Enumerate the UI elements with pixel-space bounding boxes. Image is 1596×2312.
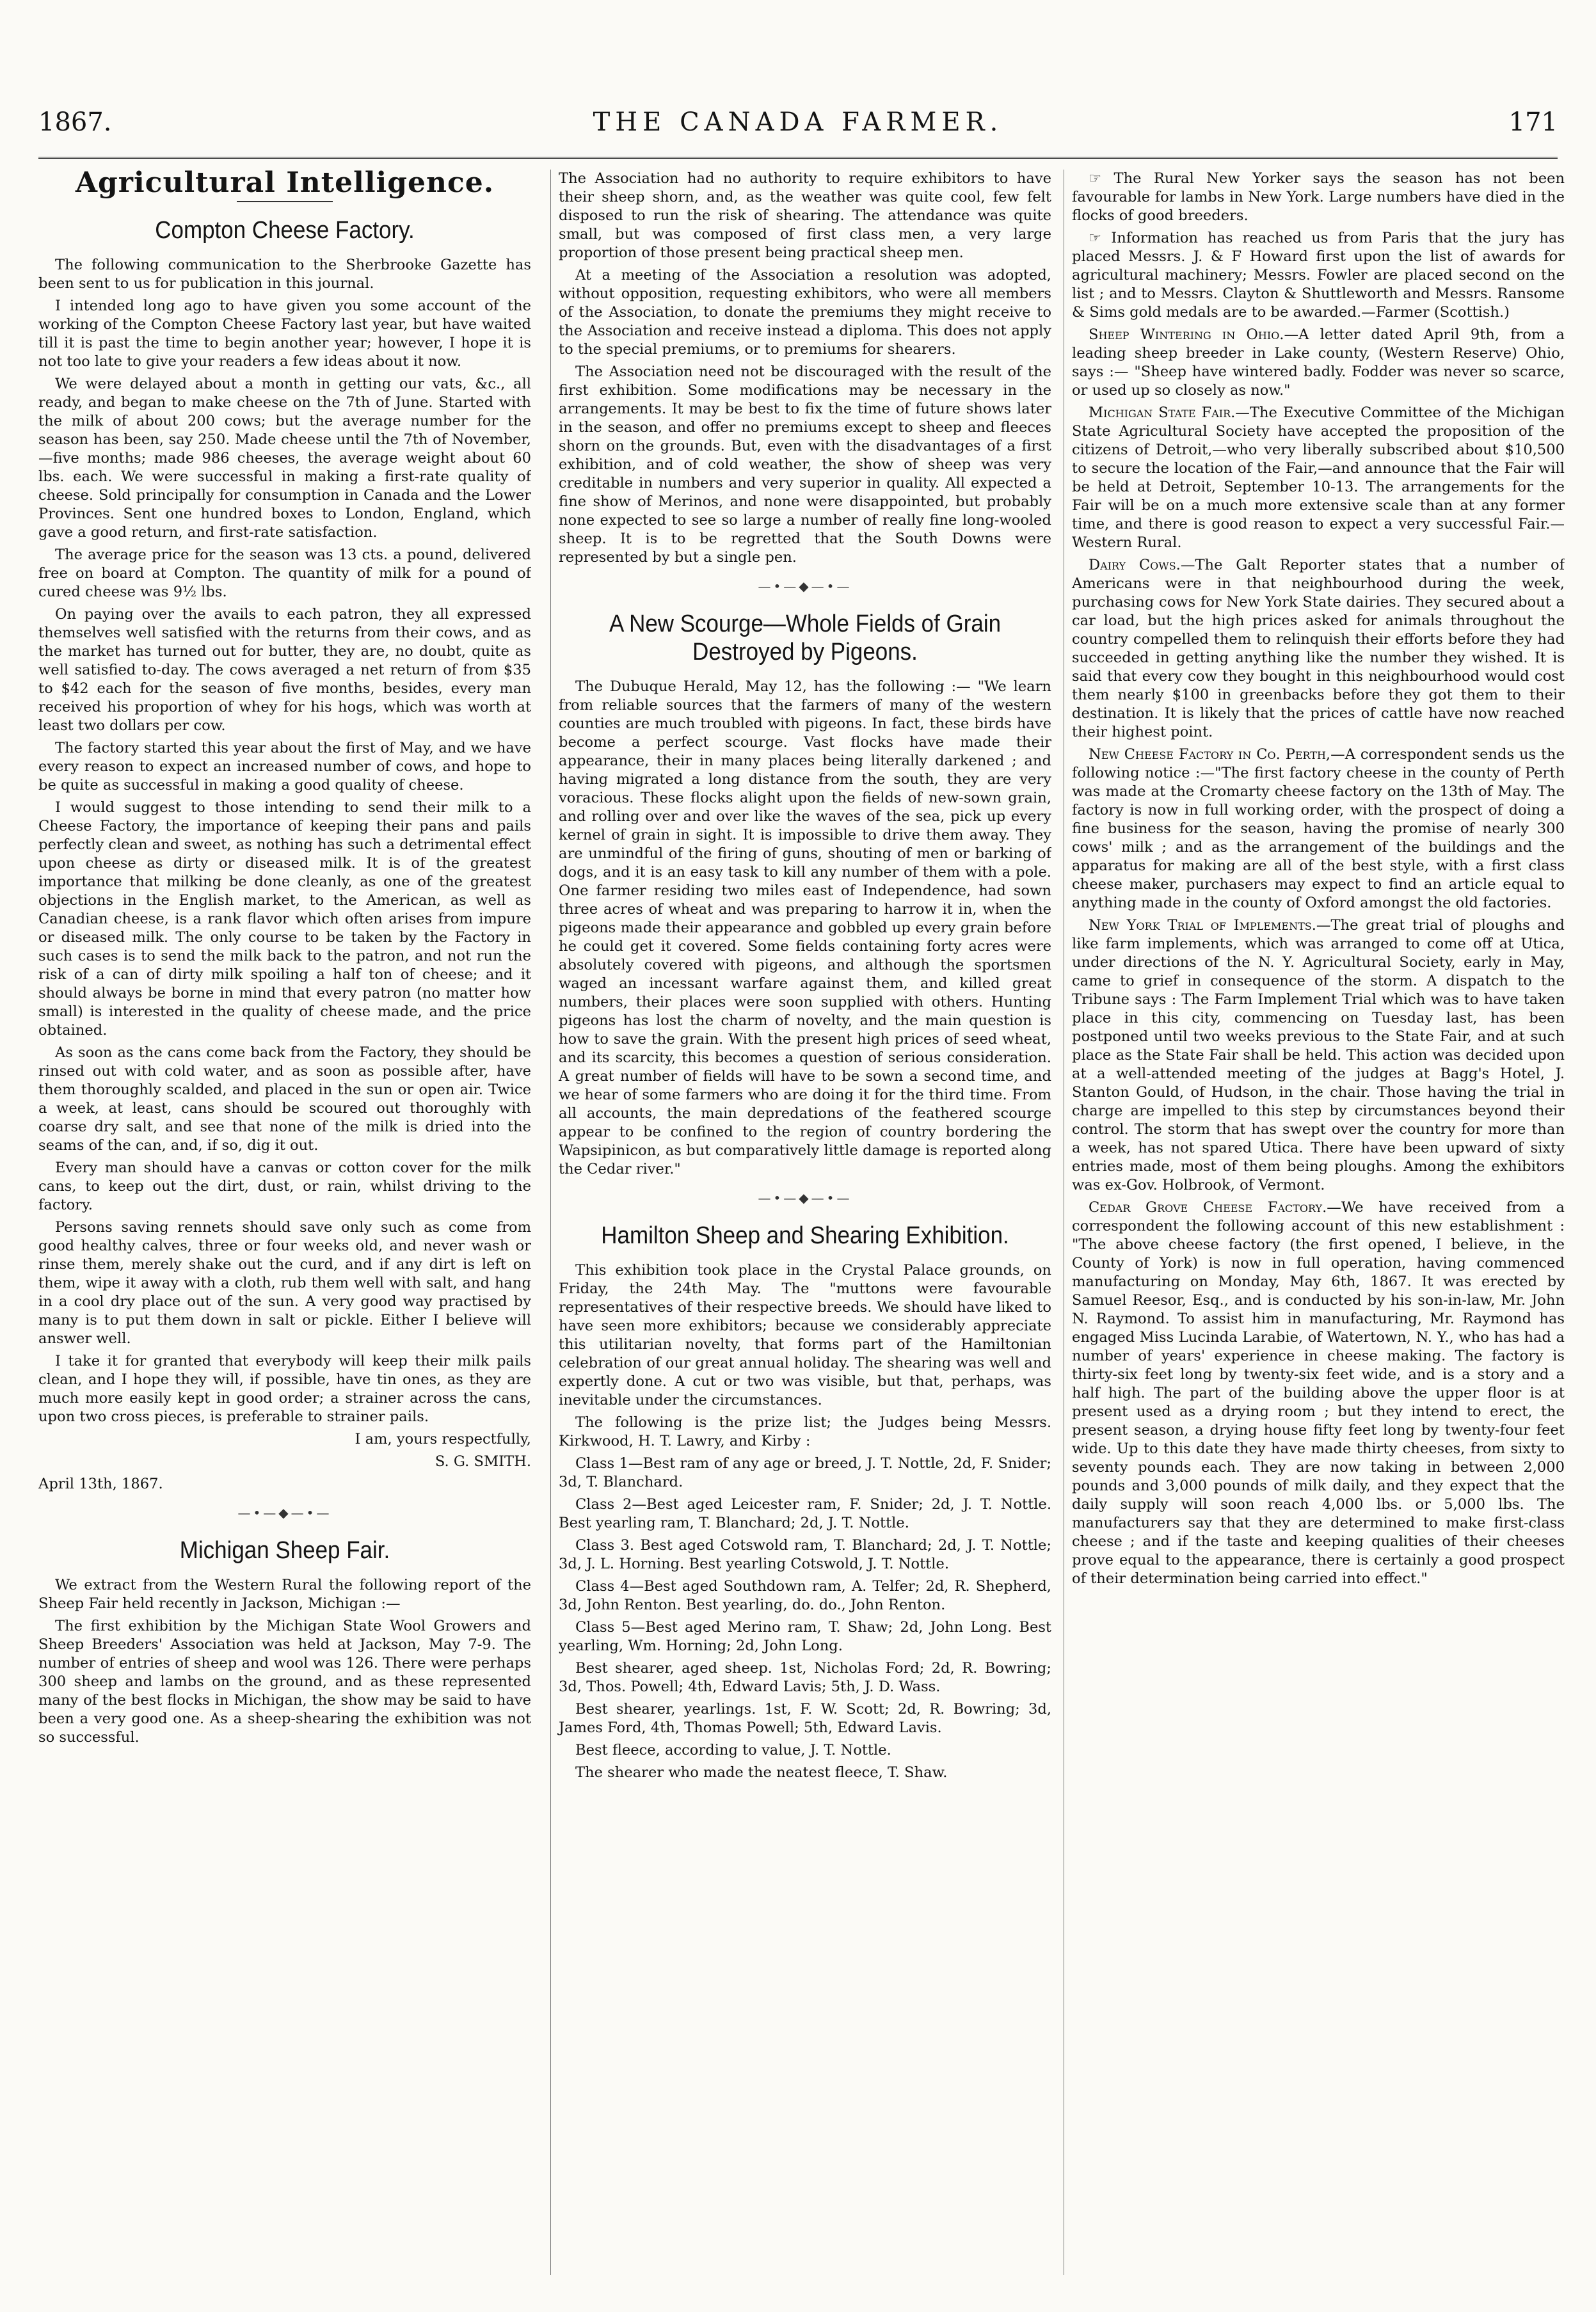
prize-entry: Class 2—Best aged Leicester ram, F. Snider; 2d, J. T. Nottle. Best yearling ram, T. Blanchard; 2d, J. T. Nottle. [559, 1496, 1051, 1531]
paragraph: The Association need not be discouraged with the result of the first exhibition. Some modifications may be necessary in the arrangements. It may be best to fix the time of future shows later in the season, and offer no premiums except to sheep and fleeces shorn on the grounds. But, even with the disadvantages of a first exhibition, and of cold weather, the show of sheep was very creditable in numbers and very superior in quality. All expected a fine show of Merinos, and none were disappointed, but probably none expected to see so large a number of really fine long-wooled sheep. It is to be regretted that the South Downs were represented by but a single pen. [559, 363, 1051, 566]
newspaper-page [38, 96, 1565, 2284]
prize-entry: Class 3. Best aged Cotswold ram, T. Blanchard; 2d, J. T. Nottle; 3d, J. L. Horning. Best yearling Cotswold, J. T. Nottle. [559, 1537, 1051, 1572]
ornament-divider: —•—◆—•— [758, 578, 852, 594]
prize-entry: Class 4—Best aged Southdown ram, A. Telfer; 2d, R. Shepherd, 3d, John Renton. Best yearling, do. do., John Renton. [559, 1578, 1051, 1613]
news-item: ☞ The Rural New Yorker says the season has not been favourable for lambs in New York. Large numbers have died in the flocks of good breeders. [1072, 170, 1565, 224]
paragraph: The factory started this year about the first of May, and we have every reason to expect an increased number of cows, and hope to be quite as successful in making a good quality of cheese. [38, 740, 531, 793]
paragraph: The Dubuque Herald, May 12, has the following :— "We learn from reliable sources that the farmers of many of the western counties are much troubled with pigeons. In fact, these birds have become a perfect scourge. Vast flocks have made their appearance, their in many places being literally darkened ; and having migrated a long distance from the south, they are very voracious. These flocks alight upon the fields of new-sown grain, and rolling over and over like the waves of the sea, pick up every kernel of grain in sight. It is impossible to drive them away. They are unmindful of the firing of guns, shouting of men or barking of dogs, and it is an easy task to kill any number of them with a pole. One farmer residing two miles east of Independence, had sown three acres of wheat and was preparing to harrow it in, when the pigeons made their appearance and gobbled up every grain before he could get it covered. Some fields containing forty acres were absolutely covered with pigeons, and although the sportsmen waged an incessant warfare against them, and killed great numbers, their places were soon supplied with others. Hunting pigeons has lost the charm of novelty, and the main question is how to save the grain. With the present high prices of seed wheat, and its scarcity, this becomes a question of serious consideration. A great number of fields will have to be sown a second time, and we hear of some farmers who are doing it for the third time. From all accounts, the main depredations of the feathered scourge appear to be confined to the region of country bordering the Wapsipinicon, as but comparatively little damage is reported along the Cedar river." [559, 678, 1051, 1177]
paragraph: As soon as the cans come back from the Factory, they should be rinsed out with cold water, and as soon as possible after, have them thoroughly scalded, and placed in the sun or open air. Twice a week, at least, cans should be scoured out thoroughly with coarse dry salt, and see that none of the milk is dried into the seams of the can, and, if so, dig it out. [38, 1044, 531, 1154]
news-item: Sheep Wintering in Ohio.—A letter dated April 9th, from a leading sheep breeder in Lake county, (Western Reserve) Ohio, says :— "Sheep have wintered badly. Fodder was never so scarce, or used up so closely as now." [1072, 326, 1565, 399]
article-heading-hamilton: Hamilton Sheep and Shearing Exhibition. [601, 1222, 1009, 1249]
department-heading: Agricultural Intelligence. [75, 170, 495, 199]
paragraph: Every man should have a canvas or cotton cover for the milk cans, to keep out the dirt, dust, or rain, whilst driving to the factory. [38, 1160, 531, 1213]
prize-entry: Best shearer, aged sheep. 1st, Nicholas Ford; 2d, R. Bowring; 3d, Thos. Powell; 4th, Edward Lavis; 5th, J. D. Wass. [559, 1660, 1051, 1695]
paragraph: The first exhibition by the Michigan State Wool Growers and Sheep Breeders' Association was held at Jackson, May 7-9. The number of entries of sheep and wool was 126. There were perhaps 300 sheep and lambs on the ground, and as these represented many of the best flocks in Michigan, the show may be said to have been a very good one. As a sheep-shearing the exhibition was not so successful. [38, 1618, 531, 1746]
paragraph: This exhibition took place in the Crystal Palace grounds, on Friday, the 24th May. The "muttons were favourable representatives of their respective breeds. We should have liked to have seen more exhibitors; because we considerably appreciate this utilitarian novelty, that forms part of the Hamiltonian celebration of our great annual holiday. The shearing was well and expertly done. A cut or two was visible, but that, perhaps, was inevitable under the circumstances. [559, 1262, 1051, 1408]
item-lead: Dairy Cows. [1089, 557, 1181, 573]
paragraph: At a meeting of the Association a resolution was adopted, without opposition, requesting exhibitors, who were all members of the Association, to donate the premiums they might receive to the Association and receive instead a diploma. This does not apply to the special premiums, or to premiums for shearers. [559, 267, 1051, 358]
paragraph: I take it for granted that everybody will keep their milk pails clean, and I hope they will, if possible, have tin ones, as they are much more easily kept in good order; a strainer across the cans, upon two cross pieces, is preferable to strainer pails. [38, 1353, 531, 1425]
column-1 [38, 170, 531, 2275]
prize-entry: Best shearer, yearlings. 1st, F. W. Scott; 2d, R. Bowring; 3d, James Ford, 4th, Thomas Powell; 5th, Edward Lavis. [559, 1701, 1051, 1736]
news-item: Cedar Grove Cheese Factory.—We have received from a correspondent the following account of this new establishment : "The above cheese factory (the first opened, I believe, in the County of York) is now in full operation, having commenced manufacturing on Monday, May 6th, 1867. It was erected by Samuel Reesor, Esq., and is conducted by his son-in-law, Mr. John N. Raymond. To assist him in manufacturing, Mr. Raymond has engaged Miss Lucinda Larabie, of Watertown, N. Y., who has had a number of years' experience in cheese making. The factory is thirty-six feet long by twenty-six feet wide, and is a story and a half high. The part of the building above the upper floor is at present used as a drying room ; but they intend to erect, the present season, a drying house fifty feet long by twenty-four feet wide. Up to this date they have made thirty cheeses, from sixty to seventy pounds each. They are now taking in between 2,000 pounds and 3,000 pounds of milk daily, and they expect that the daily supply will soon reach 4,000 lbs. or 5,000 lbs. The manufacturers say that they are determined to make first-class cheese ; and if the taste and keeping qualities of their cheeses prove equal to the appearance, there is certainly a good prospect of their determination being carried into effect." [1072, 1199, 1565, 1587]
paragraph: The following communication to the Sherbrooke Gazette has been sent to us for publication in this journal. [38, 257, 531, 292]
prize-entry: Class 5—Best aged Merino ram, T. Shaw; 2d, John Long. Best yearling, Wm. Horning; 2d, John Long. [559, 1619, 1051, 1654]
divider [237, 201, 333, 202]
article-heading-compton: Compton Cheese Factory. [155, 217, 415, 244]
signature-name: S. G. SMITH. [435, 1453, 531, 1470]
page-number: 171 [1508, 108, 1558, 137]
article-heading-michigan: Michigan Sheep Fair. [179, 1537, 390, 1564]
paragraph: We extract from the Western Rural the following report of the Sheep Fair held recently in Jackson, Michigan :— [38, 1577, 531, 1612]
paragraph: I intended long ago to have given you some account of the working of the Compton Cheese Factory last year, but have waited till it is past the time to begin another year; however, I hope it is not too late to give your readers a few ideas about it now. [38, 298, 531, 370]
news-item: ☞ Information has reached us from Paris that the jury has placed Messrs. J. & F Howard first upon the list of awards for agricultural machinery; Messrs. Fowler are placed second on the list ; and to Messrs. Clayton & Shuttleworth and Messrs. Ransome & Sims gold medals are to be awarded.—Farmer (Scottish.) [1072, 230, 1565, 321]
paragraph: I would suggest to those intending to send their milk to a Cheese Factory, the importance of keeping their pans and pails perfectly clean and sweet, as nothing has such a detrimental effect upon cheese as dirty or diseased milk. It is of the greatest importance that milking be done cleanly, as one of the greatest objections in the English market, to the American, as well as Canadian cheese, is a rank flavor which often arises from impure or diseased milk. The only course to be taken by the Factory in such cases is to send the milk back to the patron, and not run the risk of a can of dirty milk spoiling a half ton of cheese; and it should always be borne in mind that every patron (no matter how small) is interested in the quality of cheese made, and the price obtained. [38, 799, 531, 1039]
paragraph: The Association had no authority to require exhibitors to have their sheep shorn, and, as the weather was quite cool, few felt disposed to run the risk of shearing. The attendance was quite small, but was composed of first class men, a very large proportion of those present being practical sheep men. [559, 170, 1051, 261]
letter-date: April 13th, 1867. [38, 1476, 163, 1492]
prize-entry: Class 1—Best ram of any age or breed, J. T. Nottle, 2d, F. Snider; 3d, T. Blanchard. [559, 1455, 1051, 1490]
pointing-hand-icon: ☞ [1089, 230, 1112, 246]
item-lead: Cedar Grove Cheese Factory. [1089, 1199, 1327, 1216]
prize-entry: The shearer who made the neatest fleece, T. Shaw. [575, 1764, 948, 1781]
item-lead: Michigan State Fair. [1089, 404, 1236, 421]
paragraph: Persons saving rennets should save only such as come from good healthy calves, three or four weeks old, and never wash or rinse them, merely shake out the curd, and if any dirt is left on them, wipe it away with a cloth, rub them well with salt, and hang in a cool dry place out of the sun. A very good way practised by many is to put them down in salt or pickle. Either I believe will answer well. [38, 1219, 531, 1347]
news-item: Dairy Cows.—The Galt Reporter states that a number of Americans were in that neighbourhood during the week, purchasing cows for New York State dairies. They secured about a car load, but the high prices asked for animals throughout the country compelled them to relinquish their efforts before they had succeeded in getting anything like the number they wished. It is said that every cow they bought in this neighbourhood would cost them nearly $100 in greenbacks before they got them to their destination. It is likely that the prices of cattle have now reached their highest point. [1072, 557, 1565, 740]
column-2 [550, 170, 1051, 2275]
issue-year: 1867. [38, 108, 112, 137]
news-item: New Cheese Factory in Co. Perth,—A correspondent sends us the following notice :—"The first factory cheese in the county of Perth was made at the Cromarty cheese factory on the 13th of May. The factory is now in full working order, with the prospect of doing a fine business for the season, having the promise of nearly 300 cows' milk ; and as the arrangement of the buildings and the apparatus for making are all of the best style, with a first class cheese maker, purchasers may expect to find an article equal to anything made in the county of Oxford amongst the old factories. [1072, 746, 1565, 911]
masthead [38, 96, 1558, 159]
paragraph: The following is the prize list; the Judges being Messrs. Kirkwood, H. T. Lawry, and Kirby : [559, 1414, 1051, 1449]
item-lead: New Cheese Factory in Co. Perth, [1089, 746, 1331, 763]
prize-entry: Best fleece, according to value, J. T. Nottle. [575, 1742, 891, 1758]
news-item: New York Trial of Implements.—The great trial of ploughs and like farm implements, which was arranged to come off at Utica, under directions of the N. Y. Agricultural Society, early in May, came to grief in consequence of the storm. A dispatch to the Tribune says : The Farm Implement Trial which was to have taken place in this city, commencing on Tuesday last, has been postponed until two weeks previous to the State Fair, and at such place as the State Fair shall be held. This action was decided upon at a well-attended meeting of the judges at Bagg's Hotel, J. Stanton Gould, of Hudson, in the chair. Those having the trial in charge are impelled to this step by circumstances beyond their control. The storm that has swept over the country for more than a week, has not spared Utica. There have been upward of sixty entries made, most of them being ploughs. Among the exhibitors was ex-Gov. Holbrook, of Vermont. [1072, 917, 1565, 1193]
pointing-hand-icon: ☞ [1089, 170, 1114, 187]
newspaper-title: THE CANADA FARMER. [593, 108, 1003, 137]
article-heading-scourge: A New Scourge—Whole Fields of Grain Destroyed by Pigeons. [609, 610, 1001, 666]
signature-closing: I am, yours respectfully, [355, 1431, 531, 1447]
column-3 [1064, 170, 1565, 2275]
ornament-divider: —•—◆—•— [237, 1505, 332, 1520]
paragraph: We were delayed about a month in getting our vats, &c., all ready, and began to make cheese on the 7th of June. Started with the milk of about 200 cows; but the average number for the season has been, say 250. Made cheese until the 7th of November,—five months; made 986 cheeses, the average weight about 60 lbs. each. We were successful in making a first-rate quality of cheese. Sold principally for consumption in Canada and the Lower Provinces. Sent one hundred boxes to London, England, which gave a good return, and first-rate satisfaction. [38, 376, 531, 541]
news-item: Michigan State Fair.—The Executive Committee of the Michigan State Agricultural Society have accepted the proposition of the citizens of Detroit,—who very liberally subscribed about $10,500 to secure the location of the Fair,—and announce that the Fair will be held at Detroit, September 10-13. The arrangements for the Fair will be on a much more extensive scale than at any former time, and there is good reason to expect a very successful Fair.—Western Rural. [1072, 404, 1565, 551]
paragraph: On paying over the avails to each patron, they all expressed themselves well satisfied with the returns from their cows, and as the market has turned out for butter, they are, no doubt, quite as well satisfied to-day. The cows averaged a net return of from $35 to $42 each for the season of five months, besides, every man received his proportion of whey for his hogs, which was worth at least two dollars per cow. [38, 606, 531, 734]
item-lead: Sheep Wintering in Ohio. [1089, 326, 1284, 343]
paragraph: The average price for the season was 13 cts. a pound, delivered free on board at Compton. The quantity of milk for a pound of cured cheese was 9½ lbs. [38, 546, 531, 600]
item-lead: New York Trial of Implements. [1089, 917, 1316, 934]
ornament-divider: —•—◆—•— [758, 1190, 852, 1206]
